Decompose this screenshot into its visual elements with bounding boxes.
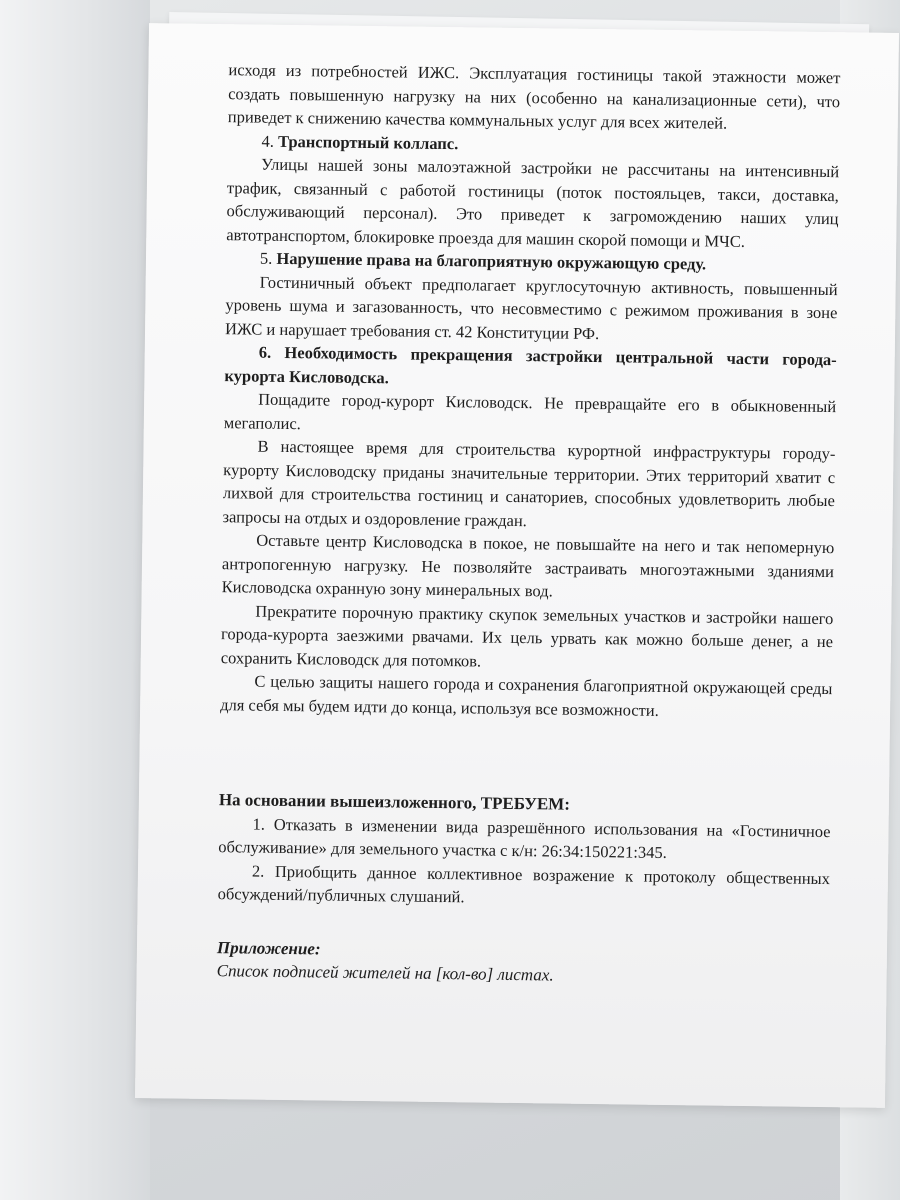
section-4-number: 4. <box>261 131 275 151</box>
demand-item-2: 2. Приобщить данное коллективное возражение к протоколу общественных обсуждений/публичных слушаний. <box>217 861 831 907</box>
section-4-paragraph-1: Улицы нашей зоны малоэтажной застройки не рассчитаны на интенсивный трафик, связанный с работой гостиницы (поток постояльцев, такси, доставка, обслуживающий персонал). Это приведет к загромождению наших улиц автотранспортом, блокировке проезда для машин скорой помощи и МЧС. <box>226 154 840 251</box>
section-4-title: Транспортный коллапс. <box>277 131 459 153</box>
section-5-title: Нарушение права на благоприятную окружающую среду. <box>276 248 707 274</box>
section-5-paragraph-1: Гостиничный объект предполагает круглосуточную активность, повышенный уровень шума и загазованность, что несовместимо с режимом проживания в зоне ИЖС и нарушает требования ст. 42 Конституции РФ. <box>224 272 838 343</box>
background-plastic-wrap <box>0 0 150 1200</box>
demands-title: На основании вышеизложенного, ТРЕБУЕМ: <box>218 790 571 814</box>
section-6-paragraph-1: Пощадите город-курорт Кисловодск. Не превращайте его в обыкновенный мегаполис. <box>223 389 837 433</box>
spacer <box>219 716 832 796</box>
intro-paragraph: исходя из потребностей ИЖС. Эксплуатация гостиницы такой этажности может создать повышенную нагрузку на них (особенно на канализационные сети), что приведет к снижению качества коммунальных услуг для всех жителей. <box>227 60 841 133</box>
demand-item-1: 1. Отказать в изменении вида разрешённого использования на «Гостиничное обслуживание» для земельного участка с к/н: 26:34:150221:345. <box>218 814 831 862</box>
section-6-number: 6. <box>258 342 272 362</box>
section-6-paragraph-5: С целью защиты нашего города и сохранения благоприятной окружающей среды для себя мы будем идти до конца, используя все возможности. <box>220 671 833 720</box>
section-5-number: 5. <box>259 248 273 268</box>
document-page <box>135 23 899 1108</box>
appendix-text: Список подписей жителей на [кол-во] листах. <box>216 961 554 985</box>
section-6-paragraph-3: Оставьте центр Кисловодска в покое, не повышайте на него и так непомерную антропогенную нагрузку. Не позволяйте застраивать многоэтажными зданиями Кисловодска охранную зону минеральных вод. <box>221 530 835 601</box>
section-6-paragraph-4: Прекратите порочную практику скупок земельных участков и застройки нашего города-курорта заезжими рвачами. Их цель урвать как можно больше денег, а не сохранить Кисловодск для потомков. <box>220 601 834 671</box>
section-6-heading <box>224 340 837 395</box>
section-6-title: Необходимость прекращения застройки центральной части города-курорта Кисловодска. <box>224 342 837 387</box>
appendix-title: Приложение: <box>216 937 321 958</box>
section-6-paragraph-2: В настоящее время для строительства курортной инфраструктуры городу-курорту Кисловодску приданы значительные территории. Этих территорий хватит с лихвой для строительства гостиниц и санаториев, способных удовлетворить любые запросы на отдых и оздоровление граждан. <box>222 436 836 530</box>
